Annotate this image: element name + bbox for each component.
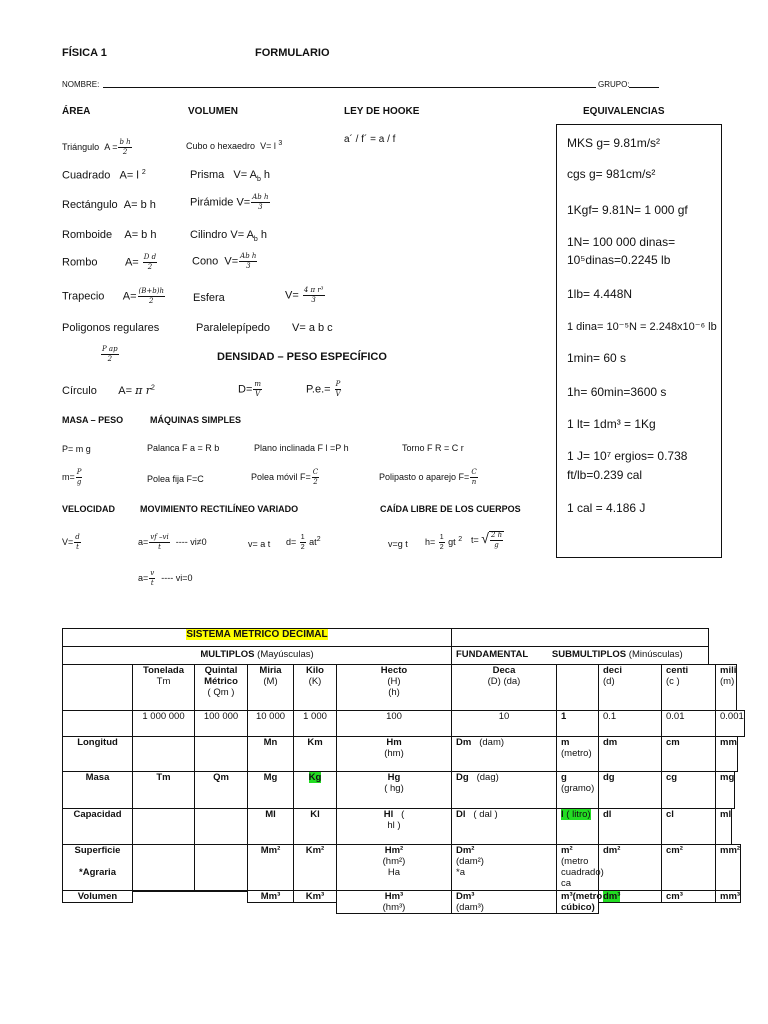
equiv-min: 1min= 60 s [567, 351, 627, 365]
area-cuadrado: Cuadrado A= l $^2$ [62, 169, 146, 182]
unit-header: Miria (M) [247, 664, 294, 711]
palanca-formula: Palanca F a = R b [147, 443, 220, 453]
equiv-newton-2: 10⁵dinas=0.2245 lb [567, 253, 671, 267]
table-cell: mg [715, 771, 735, 809]
table-cell: Hm (hm) [336, 736, 452, 772]
name-line[interactable] [103, 87, 596, 88]
table-cell: Hm³ (hm³) [336, 890, 452, 914]
equiv-dina: 1 dina= 10⁻⁵N = 2.248x10⁻⁶ lb [567, 321, 717, 333]
table-cell [132, 844, 195, 891]
table-cell: Qm [194, 771, 248, 809]
area-rombo: Rombo A= $\frac{\text{D d}}{2}$ [62, 253, 157, 271]
factor-cell: 1 [556, 710, 599, 737]
aceleracion-vi0: a= $\frac{v}{t}$ ---- vi=0 [138, 569, 193, 587]
caida-heading: CAÍDA LIBRE DE LOS CUERPOS [380, 504, 521, 514]
unit-header: Deca (D) (da) [451, 664, 557, 711]
table-cell: l ( litro) [556, 808, 599, 845]
name-label: NOMBRE: [62, 80, 100, 89]
row-label-masa: Masa [62, 771, 133, 809]
group-label: GRUPO: [598, 80, 630, 89]
vol-cilindro: Cilindro $V= A_b$ h [190, 229, 267, 244]
densidad-formula: D= $\frac{m}{V}$ [238, 380, 262, 398]
table-cell: mm [715, 736, 738, 772]
table-cell: cl [661, 808, 716, 845]
equiv-heading: EQUIVALENCIAS [583, 106, 665, 117]
mrv-heading: MOVIMIENTO RECTILÍNEO VARIADO [140, 504, 299, 514]
masa-peso-heading: MASA – PESO [62, 415, 124, 425]
table-cell: mm³ [715, 890, 741, 903]
vol-cubo: Cubo o hexaedro V= l $^3$ [186, 140, 283, 151]
vol-esfera-formula: V= $\frac{\text{4 π r³}}{3}$ [285, 286, 324, 304]
factor-cell: 0.01 [661, 710, 716, 737]
polipasto: Polipasto o aparejo F= $\frac{C}{n}$ [379, 468, 477, 486]
row-label-longitud: Longitud [62, 736, 133, 772]
row-label-capacidad: Capacidad [62, 808, 133, 845]
area-poligono-formula: $\frac{\text{P ap}}{2}$ [102, 345, 118, 363]
equiv-litro: 1 lt= 1dm³ = 1Kg [567, 417, 656, 431]
fund-sub-header: FUNDAMENTAL SUBMULTIPLOS (Minúsculas) [451, 646, 709, 665]
table-cell: Dg (dag) [451, 771, 557, 809]
table-title-right [451, 628, 709, 647]
row-label-superficie: Superficie *Agraria [62, 844, 133, 891]
factor-cell: 0.001 [715, 710, 745, 737]
table-cell: Mm³ [247, 890, 294, 903]
table-cell: cm [661, 736, 716, 772]
area-circulo: Círculo A= π $r^2$ [62, 384, 155, 397]
equivalencias-box [556, 124, 722, 558]
hooke-formula: a´ / f´ = a / f [344, 134, 396, 145]
equiv-hora: 1h= 60min=3600 s [567, 385, 667, 399]
table-cell [132, 808, 195, 845]
table-cell: Kl [293, 808, 337, 845]
equiv-joule: 1 J= 10⁷ ergios= 0.738 [567, 449, 688, 463]
table-cell: Dm² (dam²) *a [451, 844, 557, 891]
equiv-newton: 1N= 100 000 dinas= [567, 235, 676, 249]
sistema-metrico-table [62, 628, 744, 919]
table-cell: Tm [132, 771, 195, 809]
table-cell: m² (metro cuadrado) ca [556, 844, 599, 891]
row-label-volumen: Volumen [62, 890, 133, 903]
table-cell [194, 736, 248, 772]
table-cell: ml [715, 808, 732, 845]
factor-cell: 10 000 [247, 710, 294, 737]
table-cell: Hg ( hg) [336, 771, 452, 809]
area-romboide: Romboide A= b h [62, 229, 157, 241]
table-cell: cm³ [661, 890, 716, 903]
vol-paralelepipedo: Paralelepípedo [196, 322, 271, 334]
vol-paralelepipedo-formula: V= a b c [292, 322, 333, 334]
unit-header: deci (d) [598, 664, 662, 711]
peso-formula: P= m g [62, 444, 91, 454]
equiv-kgf: 1Kgf= 9.81N= 1 000 gf [567, 203, 688, 217]
equiv-mks: MKS g= 9.81m/s² [567, 136, 661, 150]
vol-cono: Cono V= $\frac{\text{Ab h}}{3}$ [192, 252, 257, 270]
table-cell: Dl ( dal ) [451, 808, 557, 845]
unit-header: Kilo (K) [293, 664, 337, 711]
table-cell: m³(metro cúbico) [556, 890, 599, 914]
vol-esfera: Esfera [193, 292, 225, 304]
table-cell: dl [598, 808, 662, 845]
table-cell [132, 736, 195, 772]
table-cell: dm³ [598, 890, 662, 903]
page-title: FORMULARIO [255, 47, 330, 59]
area-trapecio: Trapecio A= $\frac{(B+b)h}{2}$ [62, 287, 164, 305]
table-cell: g (gramo) [556, 771, 599, 809]
table-cell [194, 890, 248, 892]
torno-formula: Torno F R = C r [402, 443, 464, 453]
factor-cell: 10 [451, 710, 557, 737]
aceleracion-formula: a= $\frac{vf -vi}{t}$ ---- vi≠0 [138, 533, 207, 551]
velocidad-formula: V= $\frac{d}{t}$ [62, 533, 80, 551]
factor-cell: 100 000 [194, 710, 248, 737]
area-heading: ÁREA [62, 106, 91, 117]
table-cell: m (metro) [556, 736, 599, 772]
table-cell: Hl ( hl ) [336, 808, 452, 845]
factor-cell: 0.1 [598, 710, 662, 737]
masa-formula: m= $\frac{P}{g}$ [62, 468, 82, 486]
table-cell: Mm² [247, 844, 294, 891]
volumen-heading: VOLUMEN [188, 106, 238, 117]
table-cell: Hm² (hm²) Ha [336, 844, 452, 891]
polea-movil: Polea móvil F= $\frac{C}{2}$ [251, 468, 319, 486]
table-cell: dm [598, 736, 662, 772]
table-cell: Dm³ (dam³) [451, 890, 557, 914]
unit-header: Tonelada Tm [132, 664, 195, 711]
table-cell: Km³ [293, 890, 337, 903]
table-cell: Dm (dam) [451, 736, 557, 772]
table-cell [132, 890, 195, 892]
area-triangulo: Triángulo A = $\frac{\text{b h}}{2}$ [62, 138, 131, 156]
vgt-formula: v=g t [388, 539, 408, 549]
equiv-cal: 1 cal = 4.186 J [567, 501, 646, 515]
group-line[interactable] [629, 87, 659, 88]
table-cell: dm² [598, 844, 662, 891]
area-rectangulo: Rectángulo A= b h [62, 199, 156, 211]
unit-header: mili (m) [715, 664, 737, 711]
course-label: FÍSICA 1 [62, 47, 107, 59]
table-cell: Km [293, 736, 337, 772]
table-cell: mm² [715, 844, 741, 891]
maquinas-heading: MÁQUINAS SIMPLES [150, 415, 242, 425]
header-blank [62, 664, 133, 711]
unit-header: Hecto (H) (h) [336, 664, 452, 711]
table-cell: cg [661, 771, 716, 809]
table-cell: Kg [293, 771, 337, 809]
vol-prisma: Prisma $V= A_b$ h [190, 169, 271, 184]
unit-header: centi (c ) [661, 664, 716, 711]
factor-cell: 1 000 000 [132, 710, 195, 737]
vol-piramide: Pirámide V= $\frac{\text{Ab h}}{3}$ [190, 193, 269, 211]
table-cell: Mg [247, 771, 294, 809]
plano-formula: Plano inclinada F l =P h [254, 443, 349, 453]
densidad-heading: DENSIDAD – PESO ESPECÍFICO [217, 351, 387, 363]
factor-cell: 100 [336, 710, 452, 737]
vat-formula: v= a t [248, 539, 271, 549]
factor-cell: 1 000 [293, 710, 337, 737]
table-cell: cm² [661, 844, 716, 891]
equiv-cgs: cgs g= 981cm/s² [567, 167, 656, 181]
tiempo-formula: t= √ $\frac{2 h}{g}$ [471, 530, 503, 550]
table-cell [194, 844, 248, 891]
factor-label [62, 710, 133, 737]
table-cell: Km² [293, 844, 337, 891]
polea-fija: Polea fija F=C [147, 474, 204, 484]
velocidad-heading: VELOCIDAD [62, 504, 116, 514]
altura-formula: h= $\frac{1}{2}$ gt $^2$ [425, 534, 463, 551]
table-cell: Mn [247, 736, 294, 772]
area-poligonos: Poligonos regulares [62, 322, 160, 334]
equiv-lb: 1lb= 4.448N [567, 287, 633, 301]
table-cell: Ml [247, 808, 294, 845]
multiplos-header: MULTIPLOS (Mayúsculas) [62, 646, 452, 665]
distancia-formula: d= $\frac{1}{2}$ $at^2$ [286, 534, 321, 551]
hooke-heading: LEY DE HOOKE [344, 106, 420, 117]
table-title: SISTEMA METRICO DECIMAL [186, 629, 328, 640]
unit-header [556, 664, 599, 711]
table-cell [194, 808, 248, 845]
equiv-joule-2: ft/lb=0.239 cal [567, 468, 643, 482]
unit-header: Quintal Métrico ( Qm ) [194, 664, 248, 711]
peso-especifico-formula: P.e.= $\frac{P}{V}$ [306, 380, 341, 398]
table-cell: dg [598, 771, 662, 809]
table-title-cell [62, 628, 452, 647]
